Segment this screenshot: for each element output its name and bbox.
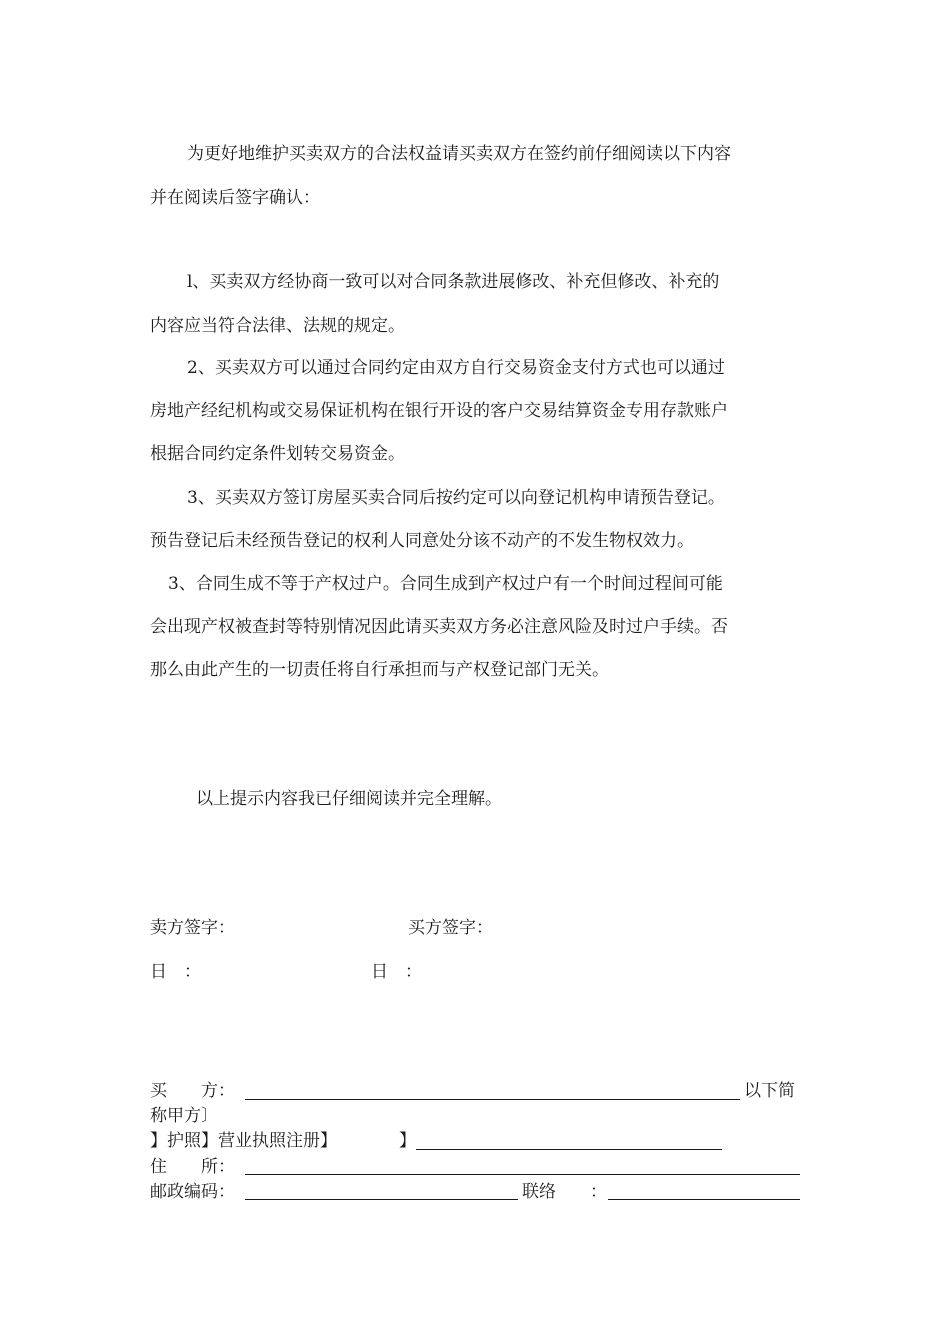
contact-field[interactable] xyxy=(608,1199,800,1200)
id-number-field[interactable] xyxy=(416,1149,722,1150)
buyer-signature-label: 买方签字： xyxy=(408,918,493,938)
seller-date-label: 日 ： xyxy=(150,962,201,982)
item-3-line-2: 预告登记后未经预告登记的权利人同意处分该不动产的不发生物权效力。 xyxy=(150,531,694,551)
id-bracket: 】 xyxy=(399,1131,416,1151)
postcode-label: 邮政编码： xyxy=(150,1182,235,1202)
id-type-label: 】护照】营业执照注册】 xyxy=(150,1131,337,1151)
item-2-line-2: 房地产经纪机构或交易保证机构在银行开设的客户交易结算资金专用存款账户 xyxy=(150,401,728,421)
item-1-line-2: 内容应当符合法律、法规的规定。 xyxy=(150,316,405,336)
address-field[interactable] xyxy=(245,1174,800,1175)
item-3-line-1: 3、买卖双方签订房屋买卖合同后按约定可以向登记机构申请预告登记。 xyxy=(187,488,725,508)
buyer-suffix: 以下简 xyxy=(744,1081,795,1101)
item-2-line-1: 2、买卖双方可以通过合同约定由双方自行交易资金支付方式也可以通过 xyxy=(187,358,725,378)
buyer-name-field[interactable] xyxy=(245,1099,740,1100)
seller-signature-label: 卖方签字： xyxy=(150,918,235,938)
intro-line-2: 并在阅读后签字确认： xyxy=(150,188,320,208)
postcode-field[interactable] xyxy=(245,1199,518,1200)
item-4-line-3: 那么由此产生的一切责任将自行承担而与产权登记部门无关。 xyxy=(150,660,609,680)
buyer-date-label: 日 ： xyxy=(371,962,422,982)
contact-label: 联络 ： xyxy=(522,1182,607,1202)
item-4-line-1: 3、合同生成不等于产权过户。合同生成到产权过户有一个时间过程间可能 xyxy=(168,574,723,594)
item-1-line-1: l、买卖双方经协商一致可以对合同条款进展修改、补充但修改、补充的 xyxy=(187,272,720,292)
intro-line-1: 为更好地维护买卖双方的合法权益请买卖双方在签约前仔细阅读以下内容 xyxy=(187,144,731,164)
address-label: 住 所： xyxy=(150,1157,235,1177)
acknowledgement-text: 以上提示内容我已仔细阅读并完全理解。 xyxy=(196,789,502,809)
item-2-line-3: 根据合同约定条件划转交易资金。 xyxy=(150,444,405,464)
buyer-suffix-continued: 称甲方〕 xyxy=(150,1106,218,1126)
buyer-label: 买 方： xyxy=(150,1081,235,1101)
item-4-line-2: 会出现产权被查封等特别情况因此请买卖双方务必注意风险及时过户手续。否 xyxy=(150,617,728,637)
